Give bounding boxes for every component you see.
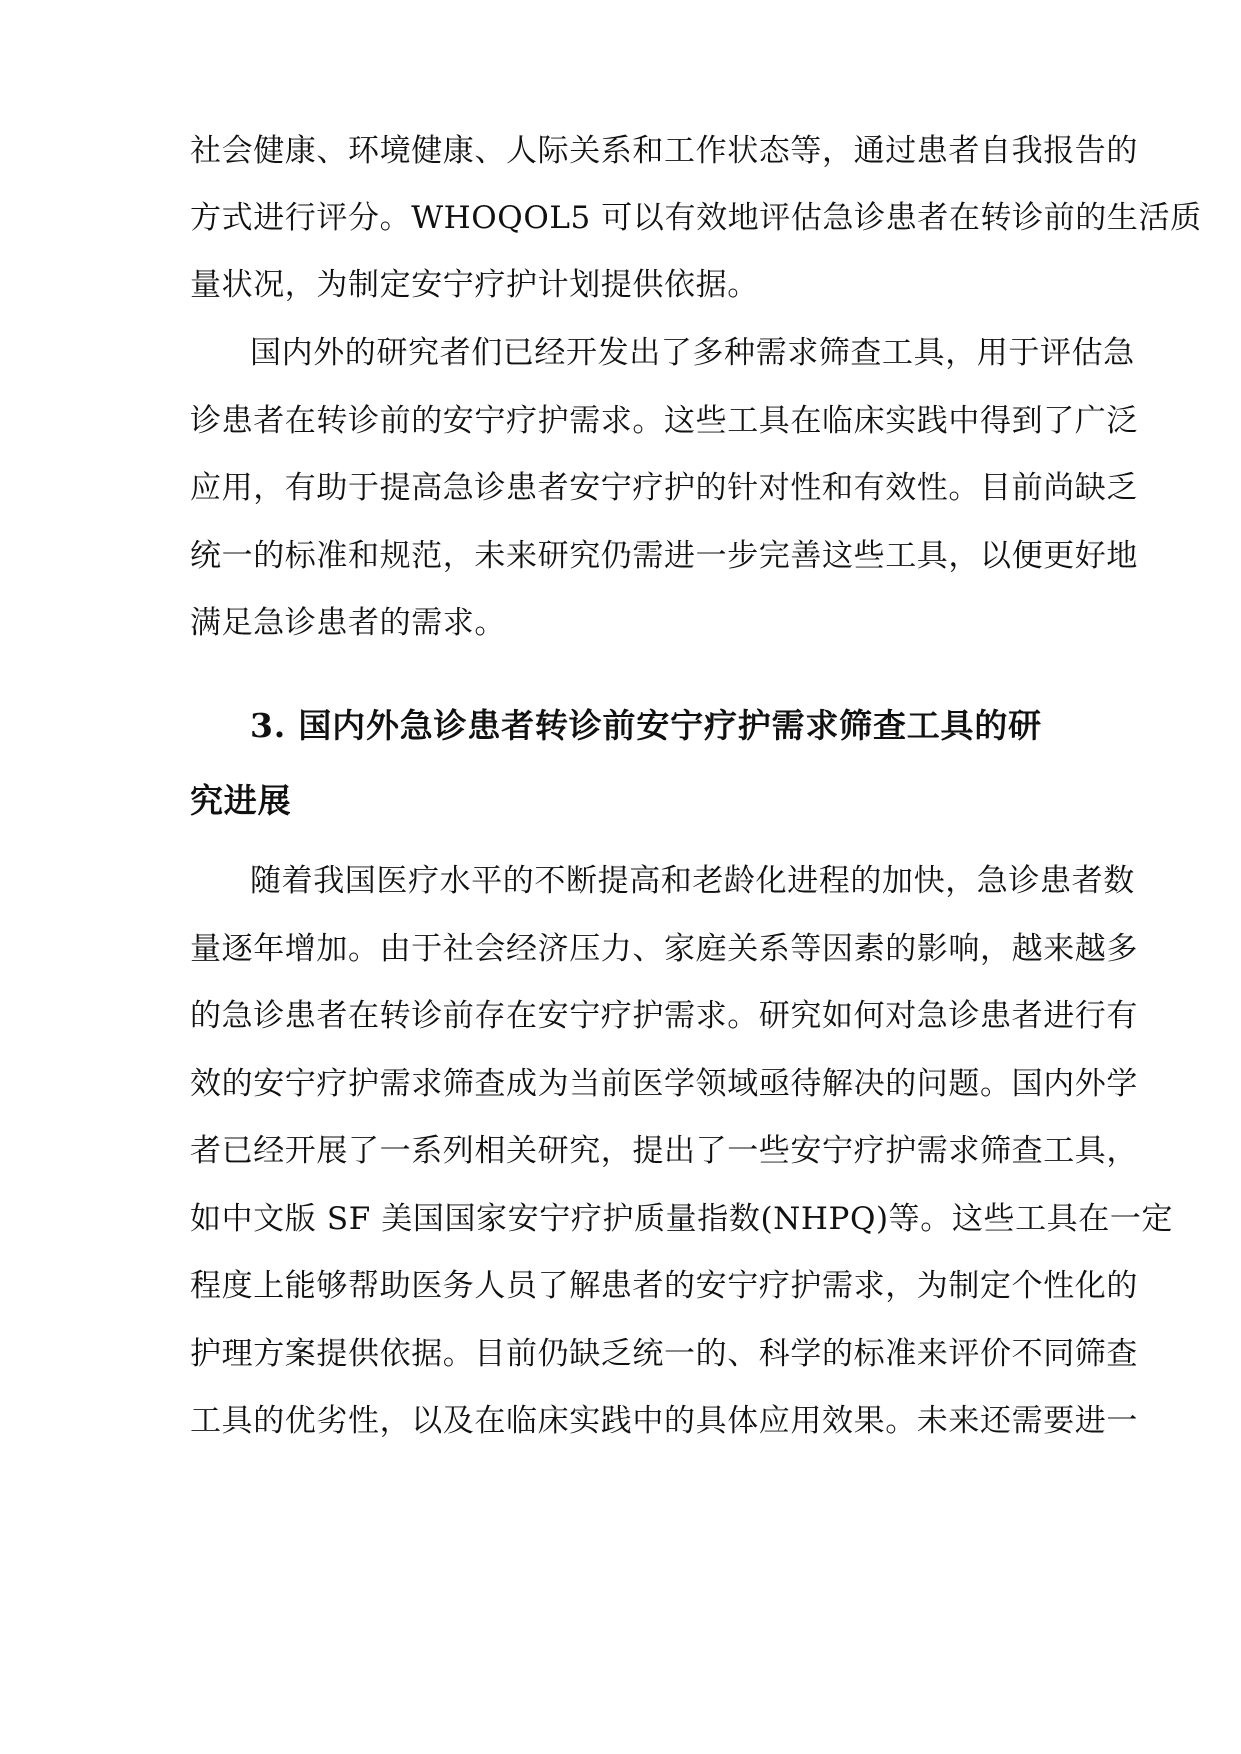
paragraph-3-line-2: 量逐年增加。由于社会经济压力、家庭关系等因素的影响，越来越多 — [190, 931, 1138, 967]
paragraph-2-line-3: 应用，有助于提高急诊患者安宁疗护的针对性和有效性。目前尚缺乏 — [190, 470, 1138, 506]
section-heading-line-1: 3. 国内外急诊患者转诊前安宁疗护需求筛查工具的研 — [250, 706, 1042, 745]
paragraph-3-line-6: 如中文版 SF 美国国家安宁疗护质量指数(NHPQ)等。这些工具在一定 — [190, 1201, 1174, 1237]
paragraph-3-line-9: 工具的优劣性，以及在临床实践中的具体应用效果。未来还需要进一 — [190, 1403, 1138, 1439]
section-heading-line-2: 究进展 — [190, 781, 292, 820]
paragraph-2-line-2: 诊患者在转诊前的安宁疗护需求。这些工具在临床实践中得到了广泛 — [190, 403, 1138, 439]
paragraph-3-line-8: 护理方案提供依据。目前仍缺乏统一的、科学的标准来评价不同筛查 — [190, 1336, 1138, 1372]
paragraph-2-line-4: 统一的标准和规范，未来研究仍需进一步完善这些工具，以便更好地 — [190, 538, 1138, 574]
paragraph-1-line-2: 方式进行评分。WHOQOL5 可以有效地评估急诊患者在转诊前的生活质 — [190, 200, 1202, 236]
paragraph-3-line-5: 者已经开展了一系列相关研究，提出了一些安宁疗护需求筛查工具， — [190, 1133, 1138, 1169]
paragraph-1-line-3: 量状况，为制定安宁疗护计划提供依据。 — [190, 267, 759, 303]
paragraph-3-line-7: 程度上能够帮助医务人员了解患者的安宁疗护需求，为制定个性化的 — [190, 1268, 1138, 1304]
paragraph-3-line-4: 效的安宁疗护需求筛查成为当前医学领域亟待解决的问题。国内外学 — [190, 1066, 1138, 1102]
paragraph-3-line-3: 的急诊患者在转诊前存在安宁疗护需求。研究如何对急诊患者进行有 — [190, 998, 1138, 1034]
paragraph-1-line-1: 社会健康、环境健康、人际关系和工作状态等，通过患者自我报告的 — [190, 133, 1138, 169]
paragraph-2-line-5: 满足急诊患者的需求。 — [190, 605, 506, 641]
paragraph-3-line-1: 随着我国医疗水平的不断提高和老龄化进程的加快，急诊患者数 — [250, 863, 1135, 899]
paragraph-2-line-1: 国内外的研究者们已经开发出了多种需求筛查工具，用于评估急 — [250, 335, 1135, 371]
